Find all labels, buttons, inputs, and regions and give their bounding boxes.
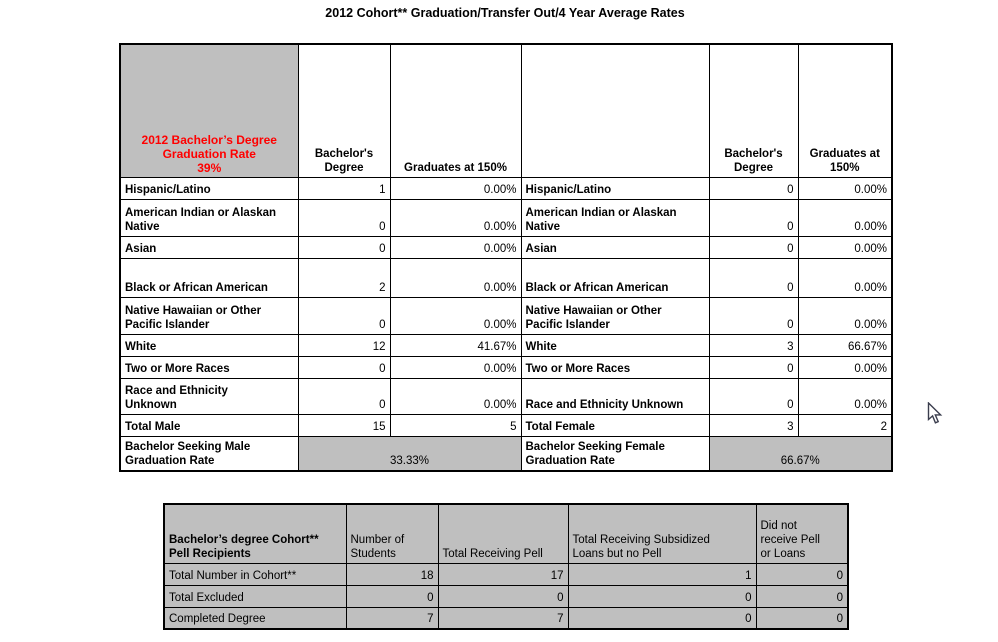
- race-label-left: Race and Ethnicity Unknown: [120, 378, 298, 414]
- degree-count-left: 0: [298, 199, 390, 236]
- table-row: [120, 177, 892, 199]
- grad150-pct-left: 41.67%: [390, 334, 521, 356]
- degree-count-left: 1: [298, 177, 390, 199]
- pell-cell-value: 7: [438, 607, 568, 629]
- summary-row: [120, 436, 892, 471]
- degree-count-left: 0: [298, 236, 390, 258]
- grad150-pct-right: 0.00%: [798, 199, 892, 236]
- race-label-left: White: [120, 334, 298, 356]
- race-label-right: Two or More Races: [521, 356, 709, 378]
- grad150-pct-right: 0.00%: [798, 177, 892, 199]
- pell-row: [164, 607, 848, 629]
- pell-cell-value: 0: [438, 585, 568, 607]
- race-label-left: Two or More Races: [120, 356, 298, 378]
- degree-count-left: 0: [298, 356, 390, 378]
- col-header-subsidized-loans-no-pell: Total Receiving Subsidized Loans but no Pell: [568, 504, 756, 563]
- pell-recipients-table: [163, 503, 849, 630]
- grad150-pct-right: 0.00%: [798, 236, 892, 258]
- grad150-pct-left: 0.00%: [390, 378, 521, 414]
- race-label-left: American Indian or Alaskan Native: [120, 199, 298, 236]
- pell-cell-value: 17: [438, 563, 568, 585]
- degree-count-left: 0: [298, 378, 390, 414]
- totals-row: [120, 414, 892, 436]
- grad150-pct-left: 0.00%: [390, 199, 521, 236]
- race-label-right: American Indian or Alaskan Native: [521, 199, 709, 236]
- grad-rate-summary-cell: 2012 Bachelor’s Degree Graduation Rate 39%: [120, 44, 298, 177]
- grad150-pct-left: 0.00%: [390, 356, 521, 378]
- pell-cell-value: 0: [568, 607, 756, 629]
- degree-count-right: 0: [709, 297, 798, 334]
- header-row: [120, 44, 892, 177]
- race-label-right: Asian: [521, 236, 709, 258]
- degree-count-left: 12: [298, 334, 390, 356]
- total-male-degree-count: 15: [298, 414, 390, 436]
- degree-count-right: 3: [709, 334, 798, 356]
- col-header-bachelors-degree-female: Bachelor's Degree: [709, 44, 798, 177]
- degree-count-right: 0: [709, 236, 798, 258]
- pell-row-label: Completed Degree: [164, 607, 346, 629]
- pell-cell-value: 0: [756, 607, 848, 629]
- pell-cell-value: 1: [568, 563, 756, 585]
- degree-count-right: 0: [709, 258, 798, 297]
- degree-count-left: 0: [298, 297, 390, 334]
- race-label-right: Black or African American: [521, 258, 709, 297]
- grad150-pct-right: 66.67%: [798, 334, 892, 356]
- col-header-bachelors-degree-male: Bachelor's Degree: [298, 44, 390, 177]
- degree-count-right: 0: [709, 378, 798, 414]
- degree-count-right: 0: [709, 356, 798, 378]
- pell-cell-value: 0: [756, 585, 848, 607]
- race-label-right: White: [521, 334, 709, 356]
- grad150-pct-right: 0.00%: [798, 297, 892, 334]
- pell-row: [164, 585, 848, 607]
- grad150-pct-right: 0.00%: [798, 356, 892, 378]
- grad150-pct-left: 0.00%: [390, 297, 521, 334]
- race-label-right: Hispanic/Latino: [521, 177, 709, 199]
- pell-cell-value: 18: [346, 563, 438, 585]
- race-label-left: Native Hawaiian or Other Pacific Islander: [120, 297, 298, 334]
- grad150-pct-right: 0.00%: [798, 258, 892, 297]
- race-label-left: Hispanic/Latino: [120, 177, 298, 199]
- degree-count-left: 2: [298, 258, 390, 297]
- pell-cell-value: 0: [756, 563, 848, 585]
- table-row: [120, 236, 892, 258]
- total-male-label: Total Male: [120, 414, 298, 436]
- grad150-pct-left: 0.00%: [390, 177, 521, 199]
- female-grad-rate-label: Bachelor Seeking Female Graduation Rate: [521, 436, 709, 471]
- male-grad-rate-label: Bachelor Seeking Male Graduation Rate: [120, 436, 298, 471]
- col-header-number-of-students: Number of Students: [346, 504, 438, 563]
- pell-header-row: [164, 504, 848, 563]
- total-female-label: Total Female: [521, 414, 709, 436]
- race-label-left: Black or African American: [120, 258, 298, 297]
- female-grad-rate-value: 66.67%: [709, 436, 892, 471]
- pell-cell-value: 7: [346, 607, 438, 629]
- degree-count-right: 0: [709, 199, 798, 236]
- table-row: [120, 258, 892, 297]
- race-label-right: Native Hawaiian or Other Pacific Islander: [521, 297, 709, 334]
- male-grad-rate-value: 33.33%: [298, 436, 521, 471]
- table-row: [120, 378, 892, 414]
- col-header-total-receiving-pell: Total Receiving Pell: [438, 504, 568, 563]
- grad150-pct-left: 0.00%: [390, 236, 521, 258]
- degree-count-right: 0: [709, 177, 798, 199]
- pell-table-title: Bachelor’s degree Cohort** Pell Recipients: [164, 504, 346, 563]
- empty-header-cell: [521, 44, 709, 177]
- mouse-cursor-icon: [927, 402, 944, 425]
- table-row: [120, 356, 892, 378]
- pell-row: [164, 563, 848, 585]
- pell-cell-value: 0: [346, 585, 438, 607]
- table-row: [120, 334, 892, 356]
- table-row: [120, 199, 892, 236]
- col-header-graduates-150-male: Graduates at 150%: [390, 44, 521, 177]
- table-row: [120, 297, 892, 334]
- pell-row-label: Total Number in Cohort**: [164, 563, 346, 585]
- grad150-pct-right: 0.00%: [798, 378, 892, 414]
- page-title: 2012 Cohort** Graduation/Transfer Out/4 Year Average Rates: [325, 6, 685, 20]
- race-label-right: Race and Ethnicity Unknown: [521, 378, 709, 414]
- col-header-no-pell-or-loans: Did not receive Pell or Loans: [756, 504, 848, 563]
- total-female-degree-count: 3: [709, 414, 798, 436]
- total-female-grad150-count: 2: [798, 414, 892, 436]
- graduation-rates-table: [119, 43, 893, 472]
- col-header-graduates-150-female: Graduates at 150%: [798, 44, 892, 177]
- pell-row-label: Total Excluded: [164, 585, 346, 607]
- race-label-left: Asian: [120, 236, 298, 258]
- pell-cell-value: 0: [568, 585, 756, 607]
- total-male-grad150-count: 5: [390, 414, 521, 436]
- grad150-pct-left: 0.00%: [390, 258, 521, 297]
